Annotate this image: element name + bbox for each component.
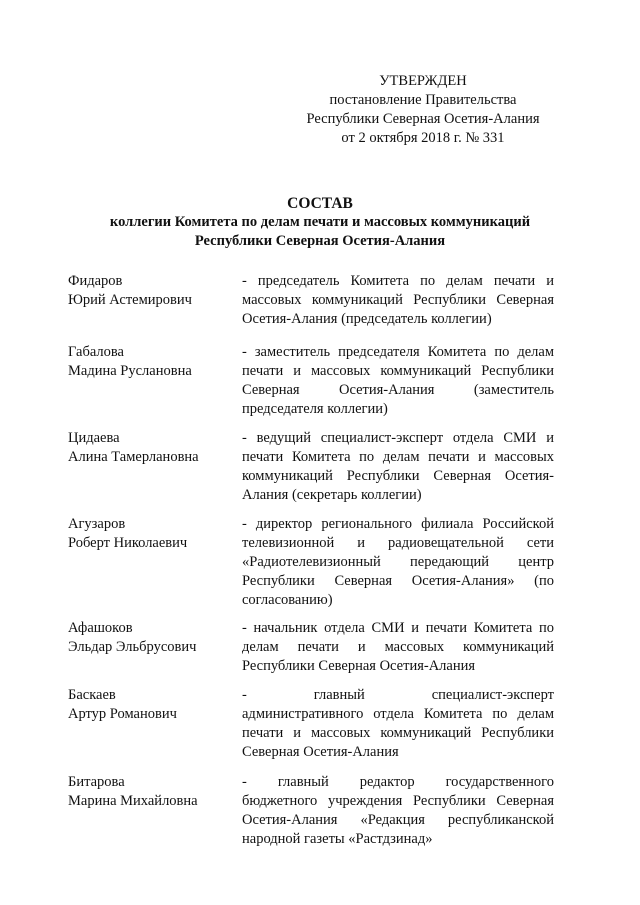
member-given-name: Роберт Николаевич	[68, 535, 188, 551]
role-line: печати и массовых коммуникаций Республики	[242, 363, 554, 379]
role-line: печати и массовых коммуникаций Республики	[242, 725, 554, 741]
member-role	[242, 773, 554, 849]
role-line: народной газеты «Растдзинад»	[242, 831, 433, 847]
role-line: председателя коллегии)	[242, 401, 388, 417]
member-name	[68, 773, 233, 811]
role-line: телевизионной и радиовещательной сети	[242, 535, 554, 551]
approval-republic: Республики Северная Осетия-Алания	[306, 111, 540, 127]
member-name	[68, 343, 233, 381]
member-surname: Габалова	[68, 344, 124, 360]
member-role	[242, 515, 554, 610]
title-line-collegium: коллегии Комитета по делам печати и массовых коммуникаций	[109, 214, 531, 230]
member-surname: Афашоков	[68, 620, 133, 636]
member-surname: Битарова	[68, 774, 125, 790]
member-name	[68, 429, 233, 467]
role-line: «Радиотелевизионный передающий центр	[242, 554, 554, 570]
role-line: - председатель Комитета по делам печати и	[242, 273, 554, 289]
role-line: согласованию)	[242, 592, 333, 608]
role-line: Осетия-Алания «Редакция республиканской	[242, 812, 554, 828]
role-line: - главный редактор государственного	[242, 774, 554, 790]
member-given-name: Артур Романович	[68, 706, 177, 722]
member-role	[242, 686, 554, 762]
member-name	[68, 619, 233, 657]
role-line: - ведущий специалист-эксперт отдела СМИ и	[242, 430, 554, 446]
title-heading: СОСТАВ	[287, 195, 353, 212]
role-line: - заместитель председателя Комитета по делам	[242, 344, 554, 360]
member-name	[68, 515, 233, 553]
role-line: Республики Северная Осетия-Алания	[242, 658, 476, 674]
member-role	[242, 429, 554, 505]
member-role	[242, 343, 554, 419]
role-line: Алания (секретарь коллегии)	[242, 487, 422, 503]
role-line: - директор регионального филиала Российской	[242, 516, 554, 532]
approval-date-number: от 2 октября 2018 г. № 331	[341, 130, 505, 146]
member-given-name: Мадина Руслановна	[68, 363, 192, 379]
title-line-republic: Республики Северная Осетия-Алания	[194, 233, 446, 249]
member-surname: Фидаров	[68, 273, 123, 289]
role-line: массовых коммуникаций Республики Северная	[242, 292, 554, 308]
member-surname: Агузаров	[68, 516, 126, 532]
role-line: административного отдела Комитета по делам	[242, 706, 554, 722]
member-surname: Баскаев	[68, 687, 116, 703]
role-line: делам печати и массовых коммуникаций	[242, 639, 554, 655]
role-line: Осетия-Алания (председатель коллегии)	[242, 311, 492, 327]
role-line: Северная Осетия-Алания (заместитель	[242, 382, 554, 398]
role-line: бюджетного учреждения Республики Северная	[242, 793, 554, 809]
approval-heading: УТВЕРЖДЕН	[379, 73, 467, 89]
member-name	[68, 686, 233, 724]
member-role	[242, 619, 554, 676]
member-name	[68, 272, 233, 310]
member-given-name: Эльдар Эльбрусович	[68, 639, 197, 655]
role-line: - главный специалист-эксперт	[242, 687, 554, 703]
member-given-name: Марина Михайловна	[68, 793, 198, 809]
approval-decree-type: постановление Правительства	[329, 92, 517, 108]
approval-stamp	[300, 72, 546, 148]
member-given-name: Юрий Астемирович	[68, 292, 192, 308]
role-line: Северная Осетия-Алания	[242, 744, 399, 760]
role-line: печати Комитета по делам печати и массовых	[242, 449, 554, 465]
member-role	[242, 272, 554, 329]
member-given-name: Алина Тамерлановна	[68, 449, 199, 465]
document-title	[0, 194, 640, 251]
role-line: коммуникаций Республики Северная Осетия-	[242, 468, 554, 484]
role-line: - начальник отдела СМИ и печати Комитета по	[242, 620, 554, 636]
role-line: Республики Северная Осетия-Алания» (по	[242, 573, 554, 589]
member-surname: Цидаева	[68, 430, 120, 446]
